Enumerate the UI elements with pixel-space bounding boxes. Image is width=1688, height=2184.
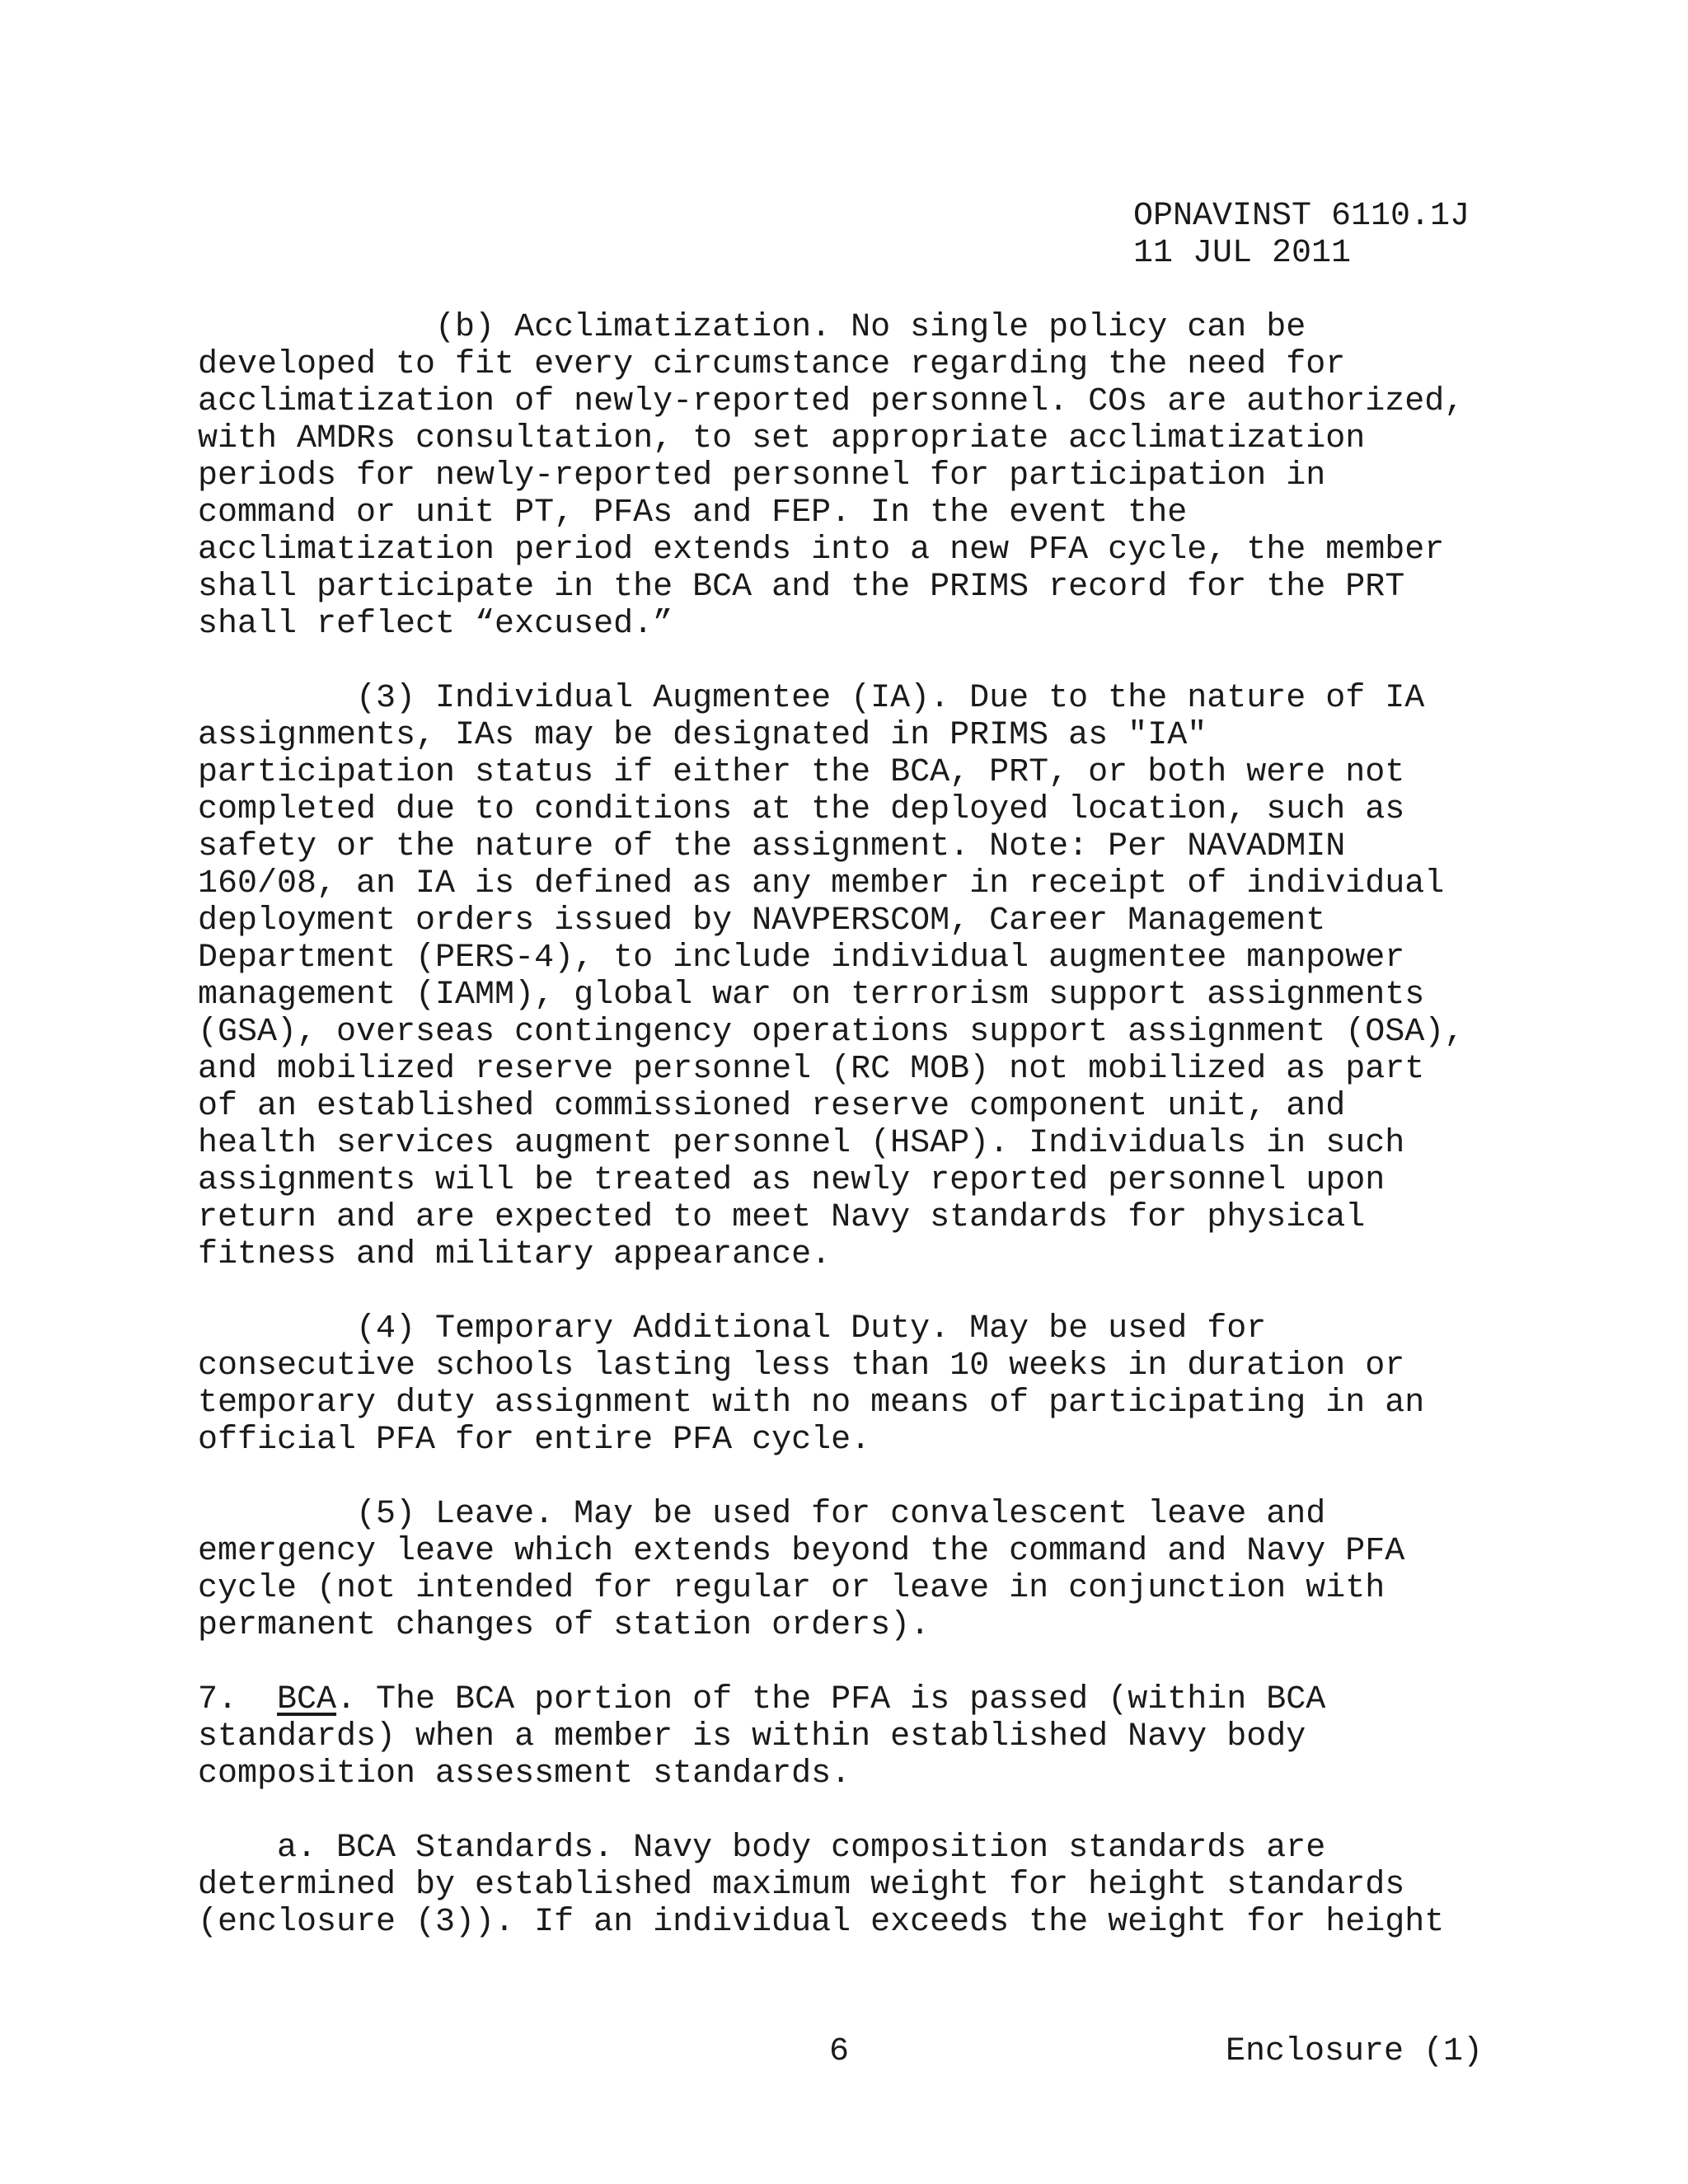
doc-date: 11 JUL 2011 xyxy=(1133,235,1352,272)
section-number: 7. xyxy=(198,1681,278,1718)
paragraph-text: a. BCA Standards. Navy body composition standards are determined by established maximum weight for height standards (enclosure (3)). If an individual exceeds the weight for height xyxy=(198,1830,1445,1941)
enclosure-label: Enclosure (1) xyxy=(1226,2033,1484,2070)
paragraph-text: (4) Temporary Additional Duty. May be used for consecutive schools lasting less than 10 weeks in duration or temporary duty assignment with no means of participating in an official PFA for entire PFA cycle. xyxy=(198,1310,1425,1459)
paragraph-acclimatization xyxy=(198,309,1484,643)
section-heading: BCA xyxy=(277,1681,337,1718)
paragraph-leave xyxy=(198,1496,1484,1644)
paragraph-text: (5) Leave. May be used for convalescent leave and emergency leave which extends beyond the command and Navy PFA cycle (not intended for regular or leave in conjunction with permanent changes of station orders). xyxy=(198,1496,1405,1644)
paragraph-bca-standards xyxy=(198,1830,1484,1941)
doc-number: OPNAVINST 6110.1J xyxy=(1133,198,1470,235)
document-header xyxy=(1133,198,1470,272)
paragraph-individual-augmentee xyxy=(198,680,1484,1273)
document-body xyxy=(198,309,1484,1978)
paragraph-bca xyxy=(198,1681,1484,1793)
paragraph-text: (b) Acclimatization. No single policy can be developed to fit every circumstance regarding the need for acclimatization of newly-reported personnel. COs are authorized, with AMDRs consultation, to set appropriate acclimatization periods for newly-reported personnel for participation in command or unit PT, PFAs and FEP. In the event the acclimatization period extends into a new PFA cycle, the member shall participate in the BCA and the PRIMS record for the PRT shall reflect “excused.” xyxy=(198,309,1465,643)
paragraph-text: (3) Individual Augmentee (IA). Due to the nature of IA assignments, IAs may be designated in PRIMS as "IA" participation status if either the BCA, PRT, or both were not completed due to conditions at the deployed location, such as safety or the nature of the assignment. Note: Per NAVADMIN 160/08, an IA is defined as any member in receipt of individual deployment orders issued by NAVPERSCOM, Career Management Department (PERS-4), to include individual augmentee manpower management (IAMM), global war on terrorism support assignments (GSA), overseas contingency operations support assignment (OSA), and mobilized reserve personnel (RC MOB) not mobilized as part of an established commissioned reserve component unit, and health services augment personnel (HSAP). Individuals in such assignments will be treated as newly reported personnel upon return and are expected to meet Navy standards for physical fitness and military appearance. xyxy=(198,680,1465,1273)
page-number: 6 xyxy=(829,2033,850,2070)
paragraph-temporary-additional-duty xyxy=(198,1310,1484,1459)
paragraph-text: . The BCA portion of the PFA is passed (within BCA standards) when a member is within established Navy body composition assessment standards. xyxy=(198,1681,1326,1793)
